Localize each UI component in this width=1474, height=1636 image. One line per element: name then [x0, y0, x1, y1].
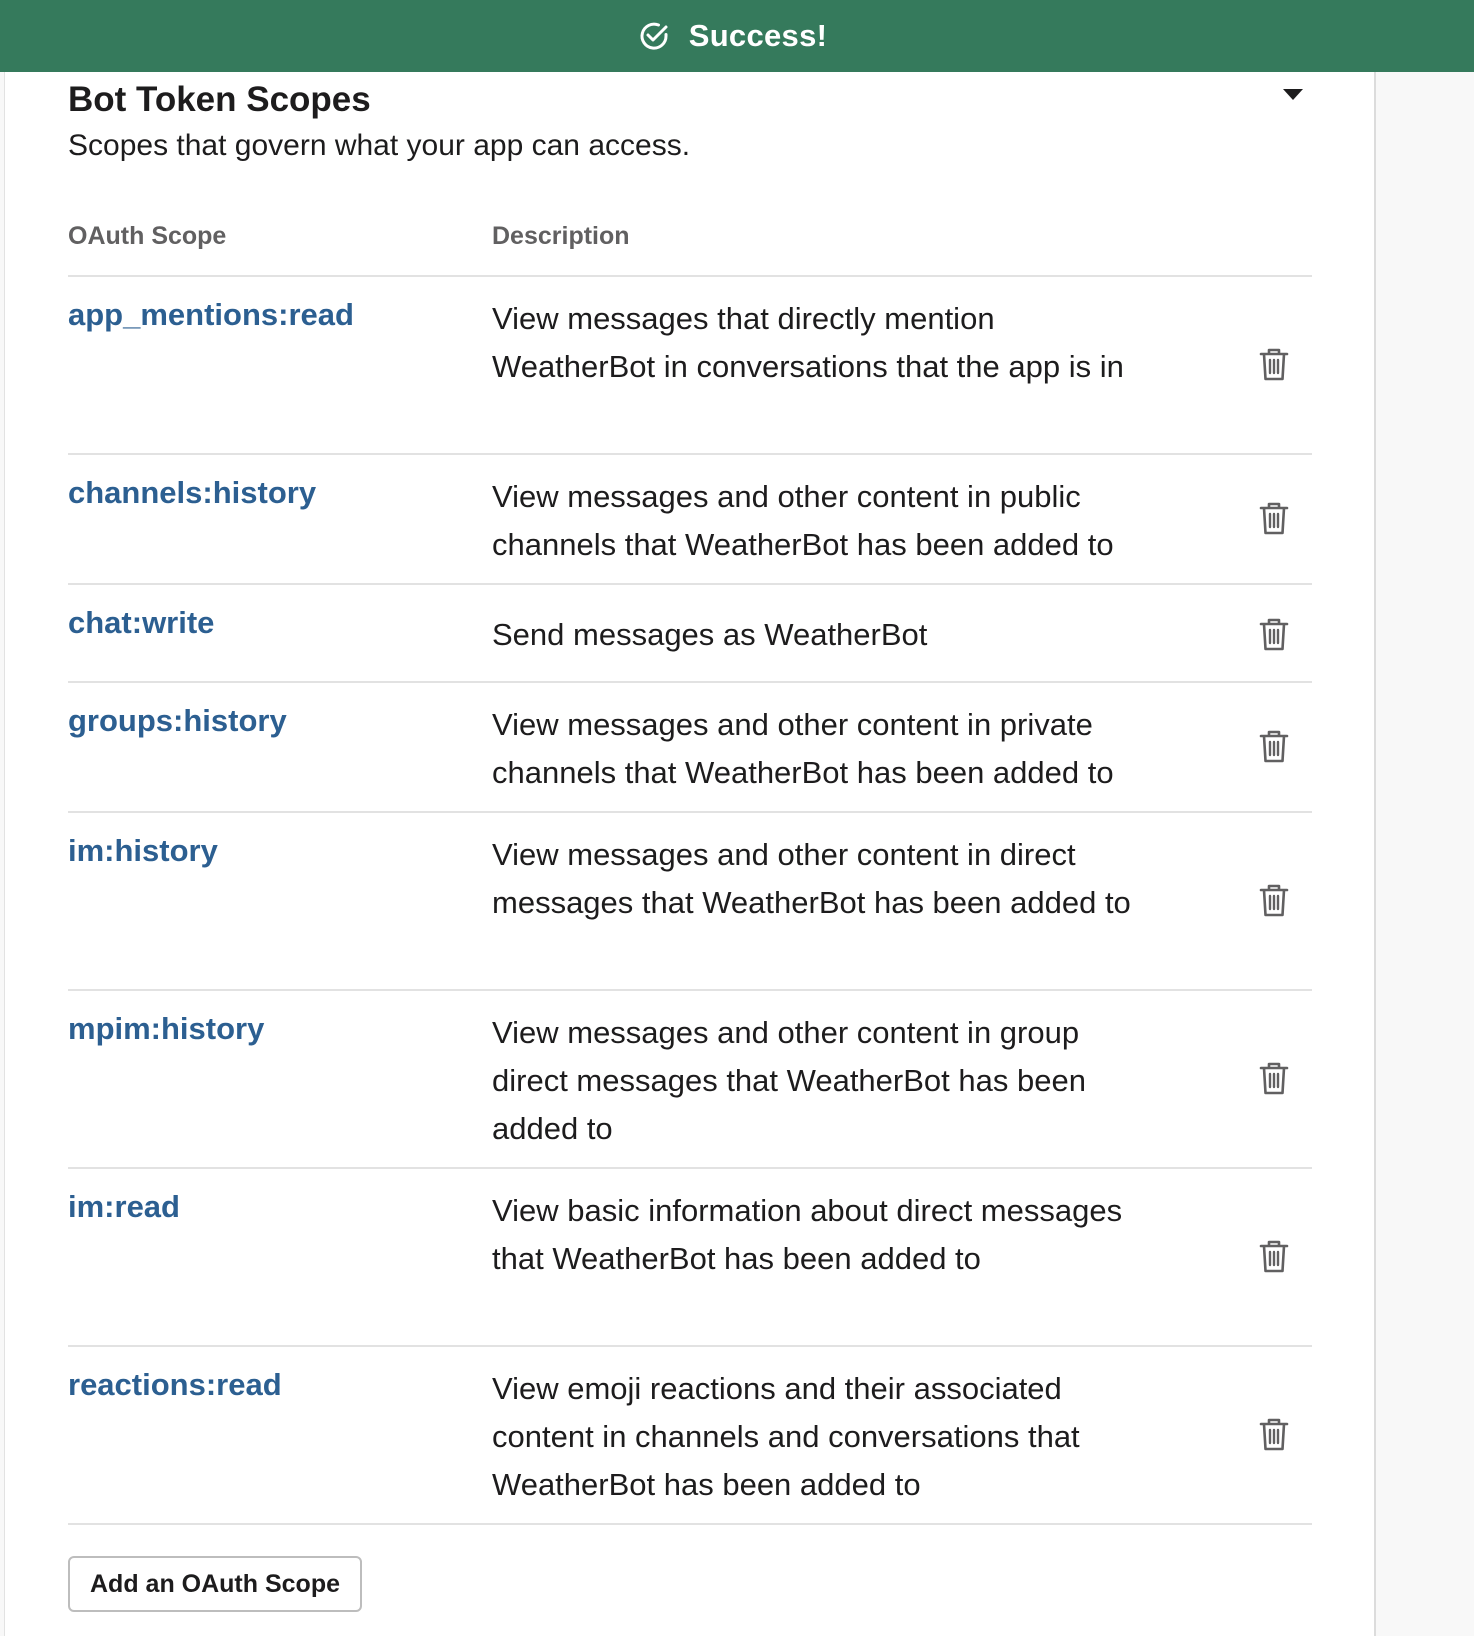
scopes-table	[68, 218, 1312, 1525]
delete-scope-button[interactable]	[1256, 1236, 1292, 1276]
caret-down-icon	[1282, 88, 1304, 107]
scope-link[interactable]: reactions:read	[68, 1367, 282, 1402]
scope-link[interactable]: chat:write	[68, 605, 215, 640]
section-subtitle: Scopes that govern what your app can access.	[68, 129, 691, 162]
delete-scope-button[interactable]	[1256, 614, 1292, 654]
table-row	[68, 991, 1312, 1169]
trash-icon	[1259, 346, 1289, 382]
delete-scope-button[interactable]	[1256, 726, 1292, 766]
delete-scope-button[interactable]	[1256, 880, 1292, 920]
section-title: Bot Token Scopes	[68, 80, 371, 119]
scope-link[interactable]: im:history	[68, 833, 218, 868]
add-oauth-scope-button[interactable]: Add an OAuth Scope	[68, 1556, 362, 1612]
scope-link[interactable]: channels:history	[68, 475, 317, 510]
scope-link[interactable]: mpim:history	[68, 1011, 265, 1046]
scope-description: View messages and other content in private channels that WeatherBot has been added to	[492, 707, 1114, 790]
success-banner	[0, 0, 1474, 72]
table-header	[68, 218, 1312, 277]
table-row	[68, 455, 1312, 585]
scope-link[interactable]: im:read	[68, 1189, 180, 1224]
trash-icon	[1259, 1416, 1289, 1452]
delete-scope-button[interactable]	[1256, 498, 1292, 538]
scope-description: View messages and other content in public channels that WeatherBot has been added to	[492, 479, 1114, 562]
scope-description: View basic information about direct messages that WeatherBot has been added to	[492, 1193, 1123, 1276]
scope-description: Send messages as WeatherBot	[492, 617, 928, 652]
delete-scope-button[interactable]	[1256, 1058, 1292, 1098]
delete-scope-button[interactable]	[1256, 1414, 1292, 1454]
success-banner-content	[637, 18, 828, 54]
scope-description: View messages and other content in group direct messages that WeatherBot has been added to	[492, 1015, 1086, 1146]
trash-icon	[1259, 616, 1289, 652]
success-message: Success!	[688, 18, 828, 53]
column-header-description: Description	[492, 222, 630, 250]
scope-link[interactable]: groups:history	[68, 703, 287, 738]
delete-scope-button[interactable]	[1256, 344, 1292, 384]
scope-description: View messages that directly mention WeatherBot in conversations that the app is in	[492, 301, 1124, 384]
scope-description: View messages and other content in direct messages that WeatherBot has been added to	[492, 837, 1131, 920]
check-circle-icon	[637, 19, 671, 53]
table-row	[68, 683, 1312, 813]
trash-icon	[1259, 1238, 1289, 1274]
trash-icon	[1259, 882, 1289, 918]
trash-icon	[1259, 1060, 1289, 1096]
column-header-scope: OAuth Scope	[68, 222, 227, 250]
table-row	[68, 1169, 1312, 1347]
table-row	[68, 1347, 1312, 1525]
section-collapse-toggle[interactable]	[1276, 80, 1310, 114]
table-row	[68, 277, 1312, 455]
table-row	[68, 813, 1312, 991]
trash-icon	[1259, 500, 1289, 536]
trash-icon	[1259, 728, 1289, 764]
scope-link[interactable]: app_mentions:read	[68, 297, 354, 332]
scope-description: View emoji reactions and their associated content in channels and conversations that WeatherBot has been added to	[492, 1371, 1080, 1502]
table-row	[68, 585, 1312, 683]
